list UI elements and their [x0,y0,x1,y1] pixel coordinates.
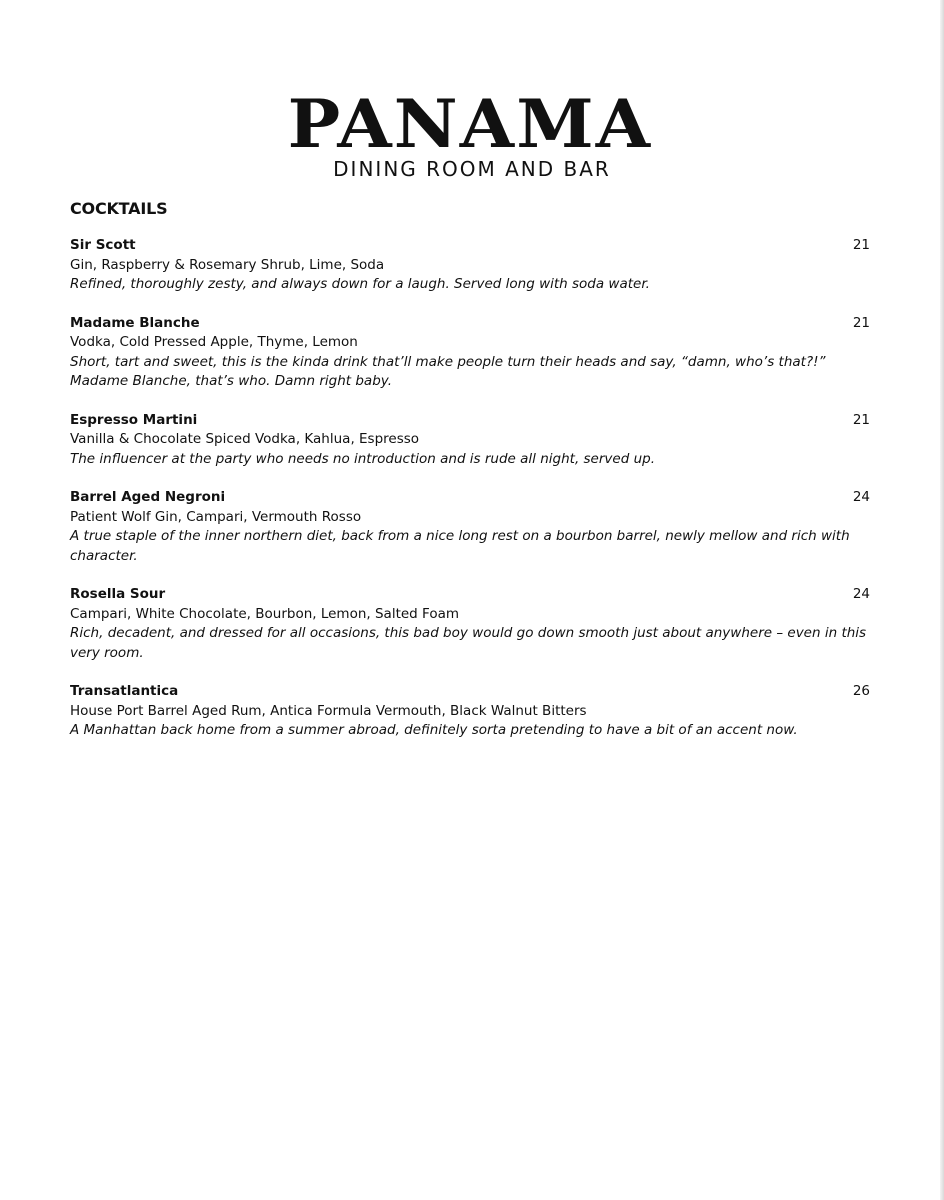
item-name: Espresso Martini [70,411,198,428]
cocktail-list [70,236,870,760]
item-description: Short, tart and sweet, this is the kinda drink that’ll make people turn their heads and say, “damn, who’s that?!” Madame Blanche, that’s who. Damn right baby. [70,353,826,389]
item-description: Refined, thoroughly zesty, and always down for a laugh. Served long with soda water. [70,276,650,292]
item-price: 21 [852,237,870,253]
item-ingredients: Patient Wolf Gin, Campari, Vermouth Rosso [70,508,362,525]
brand-tagline: DINING ROOM AND BAR [333,157,611,181]
item-ingredients: Vodka, Cold Pressed Apple, Thyme, Lemon [70,334,358,350]
item-ingredients: House Port Barrel Aged Rum, Antica Formula Vermouth, Black Walnut Bitters [70,702,587,719]
menu-header [0,85,944,181]
item-description: Rich, decadent, and dressed for all occasions, this bad boy would go down smooth just about anywhere – even in this very room. [70,625,867,661]
item-description: A Manhattan back home from a summer abroad, definitely sorta pretending to have a bit of an accent now. [70,722,798,738]
item-price: 21 [852,411,870,428]
item-ingredients: Campari, White Chocolate, Bourbon, Lemon, Salted Foam [70,605,460,622]
menu-item [70,682,870,741]
item-name: Rosella Sour [70,586,166,602]
item-price: 24 [852,489,870,505]
menu-item [70,236,870,295]
section-title: COCKTAILS [70,199,168,218]
menu-item [70,488,870,566]
item-description: A true staple of the inner northern diet, back from a nice long rest on a bourbon barrel, newly mellow and rich with character. [70,528,850,564]
item-ingredients: Gin, Raspberry & Rosemary Shrub, Lime, Soda [70,256,385,273]
item-name: Barrel Aged Negroni [70,489,226,505]
item-name: Madame Blanche [70,314,200,331]
item-ingredients: Vanilla & Chocolate Spiced Vodka, Kahlua, Espresso [70,431,420,447]
item-description: The influencer at the party who needs no introduction and is rude all night, served up. [70,450,655,467]
item-name: Transatlantica [70,683,179,699]
item-name: Sir Scott [70,237,136,253]
brand-logo: PANAMA [287,85,653,163]
menu-item [70,585,870,663]
item-price: 21 [852,314,870,331]
menu-item [70,411,870,470]
item-price: 26 [852,683,870,699]
scrollbar-edge[interactable] [940,0,944,1200]
menu-item [70,314,870,392]
item-price: 24 [852,586,870,602]
